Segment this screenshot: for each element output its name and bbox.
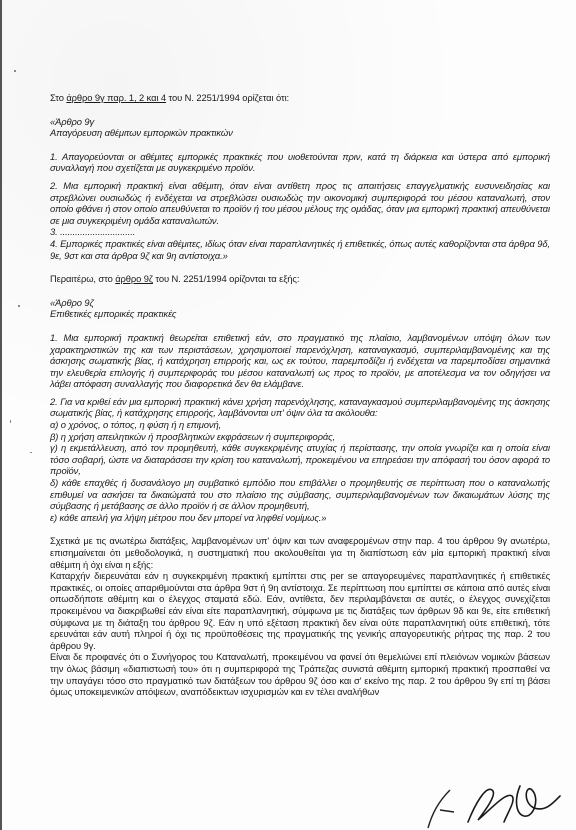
document-body — [50, 92, 550, 698]
scan-edge-shadow — [0, 0, 2, 830]
scan-speck — [18, 305, 20, 307]
article-9z-item-e: ε) κάθε απειλή για λήψη μέτρου που δεν μπορεί να ληφθεί νομίμως.» — [50, 511, 327, 523]
scan-speck — [10, 420, 11, 423]
ref2-suffix: του Ν. 2251/1994 ορίζονται τα εξής: — [155, 273, 300, 285]
ref-article-link: άρθρο 9γ παρ. 1, 2 και 4 — [66, 92, 167, 103]
article-9z-paragraph-2: 2. Για να κριθεί εάν μια εμπορική πρακτική κάνει χρήση παρενόχλησης, καταναγκασμού συμπεριλαμβανομένης της άσκησης σωματικής βίας, ή κατάχρησης επιρροής, λαμβάνονται υπ' όψιν όλα τα ακόλουθα: — [50, 395, 550, 419]
handwritten-signature — [462, 772, 572, 830]
reference-line-9z — [50, 273, 550, 285]
scan-speck — [30, 452, 32, 453]
scan-speck — [14, 70, 16, 72]
conclusion-paragraph-3: Είναι δε προφανές ότι ο Συνήγορος του Καταναλωτή, προκειμένου να φανεί ότι θεμελιώνει επί πλειόνων νομικών βάσεων την όλως βάσιμη «διαπιστωσή του» ότι η συμπεριφορά της Τράπεζας συνιστά αθέμιτη εμπορική πρακτική προσπαθεί να την υπαγάγει τόσο στο πραγματικό των διατάξεων του άρθρου 9ζ όσο και σ' εκείνο της παρ. 2 του άρθρου 9γ επί τη βάσει όμως υποκειμενικών απόψεων, αναπόδεικτων ισχυρισμών και εν τέλει αναλήθων — [50, 651, 550, 698]
article-9z-title: «Άρθρο 9ζ — [50, 296, 94, 308]
article-9g-quote — [50, 116, 550, 262]
article-9z-item-c: γ) η εκμετάλλευση, από τον προμηθευτή, κάθε συγκεκριμένης ατυχίας ή περίστασης, την οποία γνωρίζει και η οποία είναι τόσο σοβαρή, ώστε να διαταράσσει την κρίση του καταναλωτή, προκειμένου να επηρεάσει την απόφασή του όσον αφορά το προϊόν, — [50, 442, 550, 477]
reference-line-9g — [50, 92, 550, 104]
article-9g-paragraph-2: 2. Μια εμπορική πρακτική είναι αθέμιτη, όταν είναι αντίθετη προς τις απαιτήσεις επαγγελματικής ευσυνειδησίας και στρεβλώνει ουσιωδώς ή ενδέχεται να στρεβλώσει ουσιωδώς την οικονομική συμπεριφορά του μέσου καταναλωτή, στον οποίο φθάνει ή στον οποίο απευθύνεται το προϊόν ή του μέσου μέλους της ομάδας, όταν μια εμπορική πρακτική απευθύνεται σε μια συγκεκριμένη ομάδα καταναλωτών. — [50, 179, 550, 226]
article-9z-quote — [50, 297, 550, 524]
ref2-prefix: Περαιτέρω, στο — [50, 273, 113, 285]
ref2-article-link: άρθρο 9ζ — [115, 273, 153, 285]
ref-prefix: Στο — [50, 92, 64, 103]
article-9g-paragraph-1: 1. Απαγορεύονται οι αθέμιτες εμπορικές πρακτικές που υιοθετούνται πριν, κατά τη διάρκεια και ύστερα από εμπορική συναλλαγή που σχετίζεται με συγκεκριμένο προϊόν. — [50, 150, 550, 174]
article-9z-paragraph-1: 1. Μια εμπορική πρακτική θεωρείται επιθετική εάν, στο πραγματικό της πλαίσιο, λαμβανομένων υπόψη όλων των χαρακτηριστικών της και των περιστάσεων, χρησιμοποιεί παρενόχληση, καταναγκασμό, συμπεριλαμβανομένης και της άσκησης σωματικής βίας, ή κατάχρηση επιρροής και, ως εκ τούτου, παρεμποδίζει ή ενδέχεται να παρεμποδίσει σημαντικά την ελευθερία επιλογής ή συμπεριφοράς του μέσου καταναλωτή ως προς το προϊόν, με αποτέλεσμα να τον οδηγήσει να λάβει απόφαση συναλλαγής που διαφορετικά δεν θα ελάμβανε. — [50, 331, 550, 390]
conclusion-paragraph-1: Σχετικά με τις ανωτέρω διατάξεις, λαμβανομένων υπ' όψιν και των αναφερομένων στην παρ. 4 του άρθρου 9γ ανωτέρω, επισημαίνεται ότι μεθοδολογικά, η συστηματική που ακολουθείται για τη διαπίστωση εάν μία εμπορική πρακτική είναι αθέμιτη ή όχι είναι η εξής: — [50, 535, 550, 570]
initials-mark — [420, 788, 460, 830]
conclusion-paragraph-2: Καταρχήν διερευνάται εάν η συγκεκριμένη πρακτική εμπίπτει στις per se απαγορευμένες παραπλανητικές ή επιθετικές πρακτικές, οι οποίες απαριθμούνται στα άρθρα 9στ ή 9η αντίστοιχα. Σε περίπτωση που εμπίπτει σε κάποια από αυτές είναι οπωσδήποτε αθέμιτη και ο έλεγχος σταματά εδώ. Εάν, αντίθετα, δεν περιλαμβάνεται σε αυτές, ο έλεγχος συνεχίζεται προκειμένου να διακριβωθεί εάν είναι είτε παραπλανητική, σύμφωνα με τις διατάξεις των άρθρων 9δ και 9ε, είτε επιθετική σύμφωνα με τη διάταξη του άρθρου 9ζ. Εάν η υπό εξέταση πρακτική δεν είναι ούτε παραπλανητική ούτε επιθετική, τότε ερευνάται εάν αυτή πληροί ή όχι τις προϋποθέσεις της πραγματικής της γενικής απαγορευτικής ρήτρας της παρ. 2 του άρθρου 9γ. — [50, 570, 550, 651]
article-9z-item-a: α) ο χρόνος, ο τόπος, η φύση ή η επιμονή, — [50, 419, 222, 431]
article-9z-subtitle: Επιθετικές εμπορικές πρακτικές — [50, 308, 177, 320]
article-9g-paragraph-4: 4. Εμπορικές πρακτικές είναι αθέμιτες, ιδίως όταν είναι παραπλανητικές ή επιθετικές, όπως αυτές καθορίζονται στα άρθρα 9δ, 9ε, 9στ και στα άρθρα 9ζ και 9η αντίστοιχα.» — [50, 237, 550, 261]
article-9z-item-b: β) η χρήση απειλητικών ή προσβλητικών εκφράσεων ή συμπεριφοράς, — [50, 430, 336, 442]
article-9g-subtitle: Απαγόρευση αθέμιτων εμπορικών πρακτικών — [50, 127, 233, 139]
ref-suffix: του Ν. 2251/1994 ορίζεται ότι: — [168, 92, 290, 103]
article-9g-title: «Άρθρο 9γ — [50, 115, 95, 127]
article-9z-item-d: δ) κάθε επαχθές ή δυσανάλογο μη συμβατικό εμπόδιο που επιβάλλει ο προμηθευτής σε περίπτωση που ο καταναλωτής επιθυμεί να ασκήσει τα δικαιώματά του στο πλαίσιο της σύμβασης, συμπεριλαμβανομένων των δικαιωμάτων λύσης της σύμβασης ή μετάβασης σε άλλο προϊόν ή σε άλλον προμηθευτή, — [50, 477, 550, 512]
article-9g-paragraph-3: 3. .............................. — [50, 226, 136, 238]
